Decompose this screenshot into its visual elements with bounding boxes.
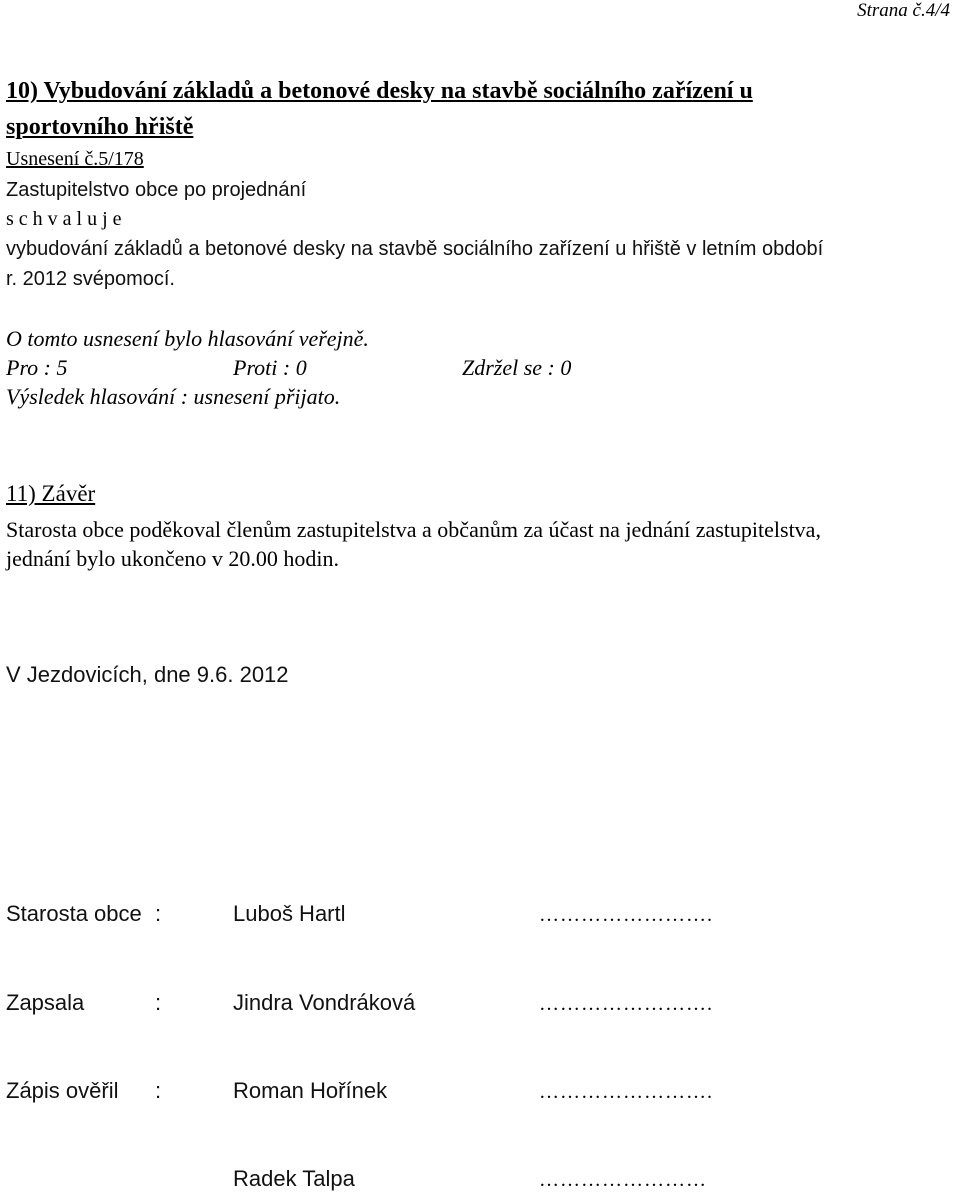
approve-label: s c h v a l u j e: [6, 208, 122, 230]
signature-line: …………………….: [539, 993, 713, 1015]
signature-separator: :: [155, 1078, 162, 1103]
section-10-title-line1: 10) Vybudování základů a betonové desky na stavbě sociálního zařízení u: [6, 78, 753, 104]
signature-separator: :: [155, 901, 162, 926]
closing-text-line2: jednání bylo ukončeno v 20.00 hodin.: [6, 546, 340, 571]
vote-against: Proti : 0: [233, 355, 307, 380]
resolution-text-line2: r. 2012 svépomocí.: [6, 268, 175, 290]
vote-result: Výsledek hlasování : usnesení přijato.: [6, 384, 341, 409]
vote-abstain: Zdržel se : 0: [462, 355, 572, 380]
vote-for: Pro : 5: [6, 355, 68, 380]
resolution-text-line1: vybudování základů a betonové desky na stavbě sociálního zařízení u hřiště v letním období: [6, 238, 824, 260]
signature-line: …………………….: [539, 904, 713, 926]
resolution-label: Usnesení č.5/178: [6, 148, 144, 170]
page-number: Strana č.4/4: [857, 0, 950, 21]
signature-name: Roman Hořínek: [233, 1078, 388, 1103]
signature-role: Zápis ověřil: [6, 1078, 119, 1103]
place-date: V Jezdovicích, dne 9.6. 2012: [6, 662, 289, 687]
section-10-title-line2: sportovního hřiště: [6, 114, 194, 140]
signature-role: Starosta obce: [6, 901, 142, 926]
section-11-title: 11) Závěr: [6, 481, 96, 506]
vote-public-note: O tomto usnesení bylo hlasování veřejně.: [6, 326, 369, 351]
signature-separator: :: [155, 990, 162, 1015]
signature-name: Radek Talpa: [233, 1166, 355, 1191]
signature-line: ……………………: [539, 1169, 707, 1191]
signature-name: Luboš Hartl: [233, 901, 346, 926]
resolution-intro: Zastupitelstvo obce po projednání: [6, 179, 307, 201]
signature-line: …………………….: [539, 1081, 713, 1103]
signature-name: Jindra Vondráková: [233, 990, 416, 1015]
signature-role: Zapsala: [6, 990, 85, 1015]
closing-text-line1: Starosta obce poděkoval členům zastupitelstva a občanům za účast na jednání zastupitelstva,: [6, 517, 821, 542]
